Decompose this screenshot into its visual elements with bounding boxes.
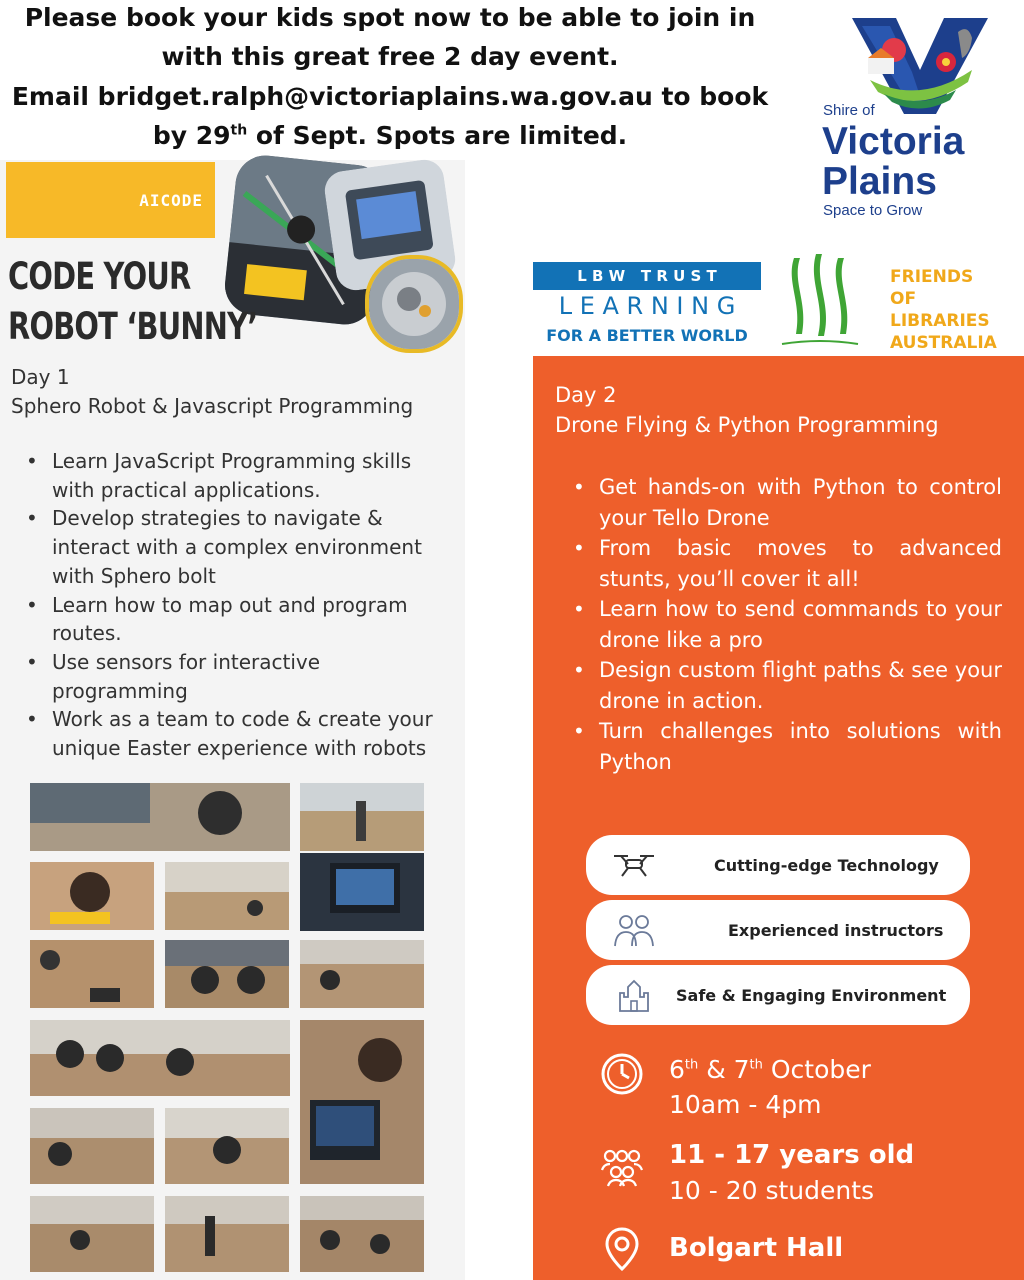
day1-bullet: • Work as a team to code & create your unique Easter experience with robots	[10, 705, 455, 762]
shire-tagline: Space to Grow	[823, 202, 923, 219]
header-deadline-pre: by 29	[152, 121, 231, 150]
day1-bullet: • Learn JavaScript Programming skills with practical applications.	[10, 447, 455, 504]
feature-pill-environment	[586, 965, 970, 1025]
trees-icon	[780, 252, 860, 350]
event-ages: 11 - 17 years old	[669, 1140, 915, 1170]
feature-label: Cutting-edge Technology	[714, 855, 939, 875]
header-deadline-post: of Sept. Spots are limited.	[247, 121, 628, 150]
workshop-photo	[165, 862, 289, 930]
shire-name-line1: Victoria	[822, 120, 965, 163]
header-deadline-sup: th	[230, 122, 248, 139]
day2-bullet-list	[557, 472, 1002, 777]
sphero-photo	[365, 255, 463, 353]
workshop-photo	[30, 1108, 154, 1184]
castle-icon	[614, 977, 654, 1013]
date-sup2: th	[749, 1057, 763, 1073]
clock-icon	[598, 1050, 646, 1098]
lbw-line-3: FOR A BETTER WORLD	[546, 326, 748, 345]
workshop-photo	[300, 940, 424, 1008]
day1-bullet-list	[10, 447, 455, 763]
friends-line-1: FRIENDS OF	[890, 267, 974, 309]
drone-icon	[610, 850, 658, 880]
workshop-photo	[165, 1108, 289, 1184]
lbw-trust-logo	[533, 262, 761, 346]
shire-small-label: Shire of	[823, 102, 875, 119]
aicode-logo	[6, 162, 215, 238]
day2-bullet: • Learn how to send commands to your drone like a pro	[557, 594, 1002, 655]
workshop-photo	[300, 853, 424, 931]
day1-bullet: • Use sensors for interactive programming	[10, 648, 455, 705]
day2-bullet: • From basic moves to advanced stunts, you’ll cover it all!	[557, 533, 1002, 594]
day2-heading: Day 2	[555, 383, 617, 407]
date-month: October	[762, 1055, 871, 1084]
header-line-4	[0, 121, 780, 150]
feature-pill-instructors	[586, 900, 970, 960]
lbw-line-2: L E A R N I N G	[558, 292, 736, 320]
event-time: 10am - 4pm	[669, 1090, 822, 1119]
event-students: 10 - 20 students	[669, 1176, 875, 1205]
day1-heading: Day 1	[11, 365, 70, 389]
day1-subheading: Sphero Robot & Javascript Programming	[11, 394, 414, 418]
title-line-2: ROBOT ‘BUNNY’	[8, 305, 258, 348]
friends-line-3: AUSTRALIA	[890, 333, 997, 353]
day2-bullet: • Get hands-on with Python to control your Tello Drone	[557, 472, 1002, 533]
date-sup1: th	[684, 1057, 699, 1073]
shire-logo	[800, 10, 1020, 225]
workshop-photo	[30, 1196, 154, 1272]
trees-logo	[780, 252, 860, 350]
header-line-3: Email bridget.ralph@victoriaplains.wa.gov.au to book	[11, 82, 769, 111]
shire-name-line2: Plains	[822, 160, 937, 203]
feature-label: Experienced instructors	[728, 920, 944, 940]
title-line-1: CODE YOUR	[8, 255, 191, 298]
instructors-icon	[612, 912, 656, 948]
date-day1: 6	[669, 1055, 685, 1084]
friends-line-2: LIBRARIES	[890, 311, 990, 331]
group-icon	[598, 1148, 646, 1188]
feature-pill-technology	[586, 835, 970, 895]
event-venue: Bolgart Hall	[669, 1233, 844, 1263]
workshop-photo	[30, 783, 290, 851]
header-line-2: with this great free 2 day event.	[161, 42, 619, 71]
workshop-photo	[300, 783, 424, 851]
workshop-photo	[300, 1196, 424, 1272]
day2-bullet: • Design custom flight paths & see your drone in action.	[557, 655, 1002, 716]
date-mid: & 7	[698, 1055, 750, 1084]
day2-subheading: Drone Flying & Python Programming	[555, 413, 939, 437]
day1-bullet: • Learn how to map out and program routes.	[10, 591, 455, 648]
workshop-photo	[165, 940, 289, 1008]
location-pin-icon	[604, 1226, 640, 1272]
day2-bullet: • Turn challenges into solutions with Python	[557, 716, 1002, 777]
feature-label: Safe & Engaging Environment	[676, 985, 947, 1005]
workshop-photo	[30, 940, 154, 1008]
friends-of-libraries-logo	[890, 266, 1000, 354]
header-line-1: Please book your kids spot now to be able to join in	[24, 3, 756, 32]
workshop-photo	[165, 1196, 289, 1272]
workshop-photo	[300, 1020, 424, 1184]
workshop-photo	[30, 862, 154, 930]
workshop-photo	[30, 1020, 290, 1096]
day1-bullet: • Develop strategies to navigate & interact with a complex environment with Sphero bolt	[10, 504, 455, 590]
aicode-label: AICODE	[139, 190, 203, 210]
lbw-line-1: L B W T R U S T	[533, 262, 761, 290]
event-date	[669, 1055, 871, 1084]
